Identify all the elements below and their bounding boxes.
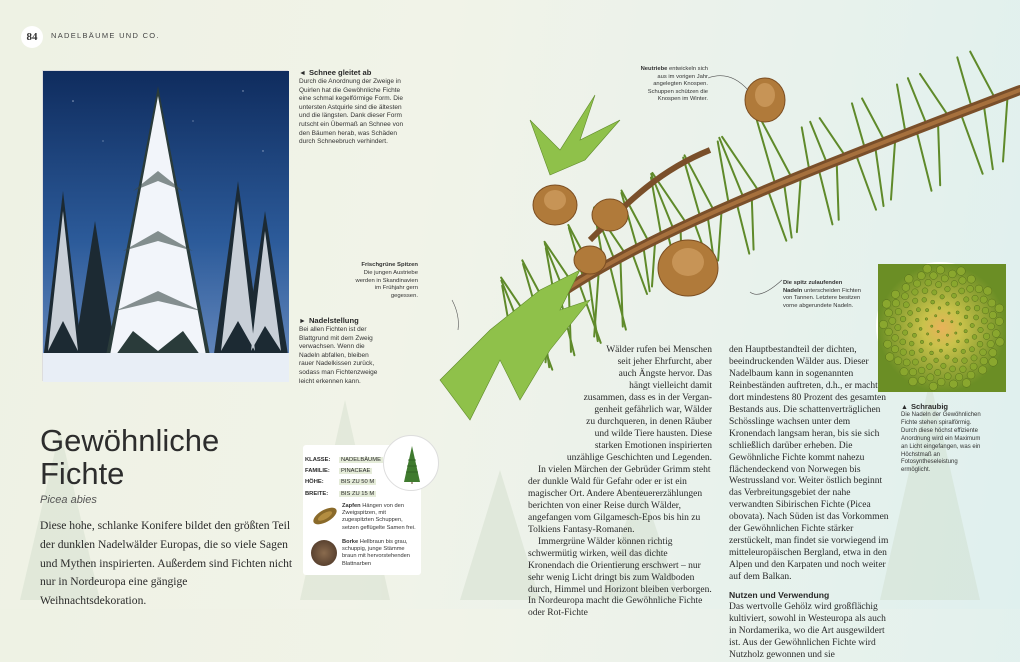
section-title: NADELBÄUME UND CO.	[51, 31, 160, 40]
caption-new-shoots-text: entwickeln sich aus im vorigen Jahr angelegten Knospen. Schuppen schützen die Knospen im Winter.	[647, 66, 708, 103]
caption-snow-text: Durch die Anordnung der Zweige in Quirlen hat die Gewöhnliche Fichte eine schmal kegelförmige Form. Die untersten Astquirle sind die ältesten und die längsten. Dank dieser Form rutscht ein Übermaß an Schnee von den Bäumen herab, was Schäden durch Schneebruch verhindert.	[299, 78, 404, 146]
body-paragraph: Immergrüne Wälder können richtig schwermütig wirken, weil das dichte Kronendach die Orientierung erschwert – nur sehr wenig Licht dringt bis zum Waldboden durch, Himmel und Horizont bleiben verborgen. In Nordeuropa macht die Gewöhnliche Fichte oder Rot-Fichte	[528, 536, 712, 619]
fact-row	[305, 477, 383, 488]
spruce-branch-illustration	[430, 0, 1020, 470]
fact-key: FAMILIE:	[305, 467, 330, 474]
title-line-1: Gewöhnliche	[40, 423, 220, 458]
caption-new-shoots-bold: Neutriebe	[640, 66, 668, 72]
page-number: 84	[21, 26, 43, 48]
title-line-2: Fichte	[40, 456, 125, 491]
tree-silhouette-icon	[383, 435, 439, 491]
body-subheading: Nutzen und Verwendung	[729, 590, 830, 601]
fact-row	[305, 454, 383, 465]
fact-key: BREITE:	[305, 490, 329, 497]
caption-needle-text: Bei allen Fichten ist der Blattgrund mit dem Zweig verwachsen. Wenn die Nadeln abfallen, bleiben rauer Nadelkissen zurück, sodass man Fichtenzweige leicht erkennen kann.	[299, 326, 378, 385]
fact-value: BIS ZU 15 M	[341, 490, 375, 497]
intro-text: Diese hohe, schlanke Konifere bildet den größten Teil der dunklen Nadelwälder Europas, die so viele Sagen und Mythen inspirierten. Außerdem sind Fichten nicht nur in Nordeuropa eine gängige Weihnachtsdekoration.	[40, 519, 293, 608]
fact-key: KLASSE:	[305, 456, 331, 463]
fact-value: BIS ZU 50 M	[341, 479, 375, 486]
cone-icon	[311, 503, 339, 529]
page-title	[40, 424, 219, 490]
body-line: starken Emotionen inspirierten	[594, 440, 712, 451]
spiral-needles-photo	[876, 262, 1004, 390]
bark-text	[342, 539, 418, 568]
caption-pointed-bold: Die spitz zulaufenden Nadeln	[783, 280, 843, 294]
caption-snow: ◄ Schnee gleitet ab Durch die Anordnung der Zweige in Quirlen hat die Gewöhnliche Fichte eine schmal kegelförmige Form. Die untersten Astquirle sind die ältesten und die längsten. Dank dieser Form rutscht ein Übermaß an Schnee von den Bäumen herab, was Schäden durch Schneebruch verhindert.	[299, 68, 407, 147]
fact-row	[305, 465, 383, 476]
body-line: zu durchqueren, in denen Räuber	[586, 416, 712, 427]
body-col-b	[729, 345, 891, 662]
caption-spiral-text: Die Nadeln der Gewöhnlichen Fichte stehen spiralförmig. Durch diese höchst effiziente Anordnung wird ein Maximum an Licht eingefangen, was ein Höchstmaß an Fotosyntheseleistung ermöglicht.	[901, 412, 981, 474]
body-col-a-top	[560, 345, 712, 465]
caption-green-tips-text: Die jungen Austriebe werden in Skandinavien im Frühjahr gern gegessen.	[355, 269, 418, 300]
cone-desc: Hängen von den Zweigspitzen, mit zugespitzten Schuppen, setzen geflügelte Samen frei.	[342, 503, 416, 531]
bark-icon	[311, 540, 337, 566]
latin-name: Picea abies	[40, 494, 97, 506]
body-line: zusammen, dass es in der Vergan-	[583, 392, 712, 403]
body-paragraph: Das wertvolle Gehölz wird großflächig kultiviert, sowohl in Westeuropa als auch in Nordamerika, wo die Art ausgewildert ist. Aus der Gewöhnlichen Fichte wird Nutzholz gewonnen und sie	[729, 602, 886, 660]
caption-pointed-text: unterscheiden Fichten von Tannen. Letztere besitzen vorne abgerundete Nadeln.	[783, 287, 861, 309]
caption-snow-title: Schnee gleitet ab	[308, 68, 372, 77]
body-paragraph: den Hauptbestandteil der dichten, beeindruckenden Wälder aus. Dieser Nadelbaum kann in sogenannten Reinbeständen auftreten, d.h., er macht dort mindestens 80 Prozent des gesamten Bestands aus. Die schattenverträglichen Schösslinge wachsen unter dem Kronendach langsam heran, bis sie sich schließlich darüber erheben. Die Gewöhnliche Fichte kommt nahezu flächendeckend von Norwegen bis Westrussland vor. Weiter östlich beginnt das Verbreitungsgebiet der nahe verwandten Sibirischen Fichte (Picea obovata). Nach Süden ist das Vorkommen der Gewöhnlichen Fichte stärker zerstückelt, man findet sie vorwiegend im mitteleuropäischen Bergland, etwa in den Alpen und den Karpaten und noch weiter auf dem Balkan.	[729, 345, 889, 583]
snowy-spruce-photo	[42, 70, 288, 381]
body-line: auch Ängste hervor. Das	[618, 368, 712, 379]
body-paragraph: In vielen Märchen der Gebrüder Grimm steht der dunkle Wald für Gefahr oder er ist ein magischer Ort. Andere Abenteuererzählungen berichten von einer Reise durch Wälder, angefangen vom Gilgamesch-Epos bis hin zu Tolkiens Fantasy-Romanen.	[528, 465, 711, 535]
body-line: und wilde Tiere hausten. Diese	[594, 428, 712, 439]
fact-value: NADELBÄUME	[341, 456, 381, 463]
bark-bold: Borke	[342, 539, 359, 545]
body-line: genheit gefährlich war, Wälder	[594, 404, 712, 415]
caption-needle: ► Nadelstellung Bei allen Fichten ist der Blattgrund mit dem Zweig verwachsen. Wenn die Nadeln abfallen, bleiben rauer Nadelkissen zurück, sodass man Fichtenzweige leicht erkennen kann.	[299, 316, 381, 386]
caption-spiral: ▲ Schraubig Die Nadeln der Gewöhnlichen Fichte stehen spiralförmig. Durch diese höchst effiziente Anordnung wird ein Maximum an Licht eingefangen, was ein Höchstmaß an Fotosyntheseleistung ermöglicht.	[901, 402, 981, 474]
fact-list	[305, 454, 383, 500]
caption-pointed-needles	[783, 280, 861, 310]
fact-value: PINACEAE	[341, 467, 371, 474]
body-line: hängt vielleicht damit	[629, 380, 712, 391]
cone-bold: Zapfen	[342, 503, 361, 509]
body-line: seit jeher Ehrfurcht, aber	[617, 356, 712, 367]
cone-text	[342, 503, 418, 532]
bark-desc: Hellbraun bis grau, schuppig, junge Stämme braun mit hervorstehenden Blattnarben	[342, 539, 410, 567]
caption-green-tips	[352, 262, 418, 301]
caption-spiral-title: Schraubig	[910, 402, 949, 411]
fact-key: HÖHE:	[305, 479, 324, 486]
fact-row	[305, 488, 383, 499]
caption-green-tips-title: Frischgrüne Spitzen	[361, 262, 418, 268]
caption-new-shoots	[630, 66, 708, 104]
body-line: unzählige Geschichten und Legenden.	[566, 452, 712, 463]
caption-needle-title: Nadelstellung	[308, 316, 359, 325]
body-col-a	[528, 465, 714, 620]
body-line: Wälder rufen bei Menschen	[606, 345, 712, 355]
